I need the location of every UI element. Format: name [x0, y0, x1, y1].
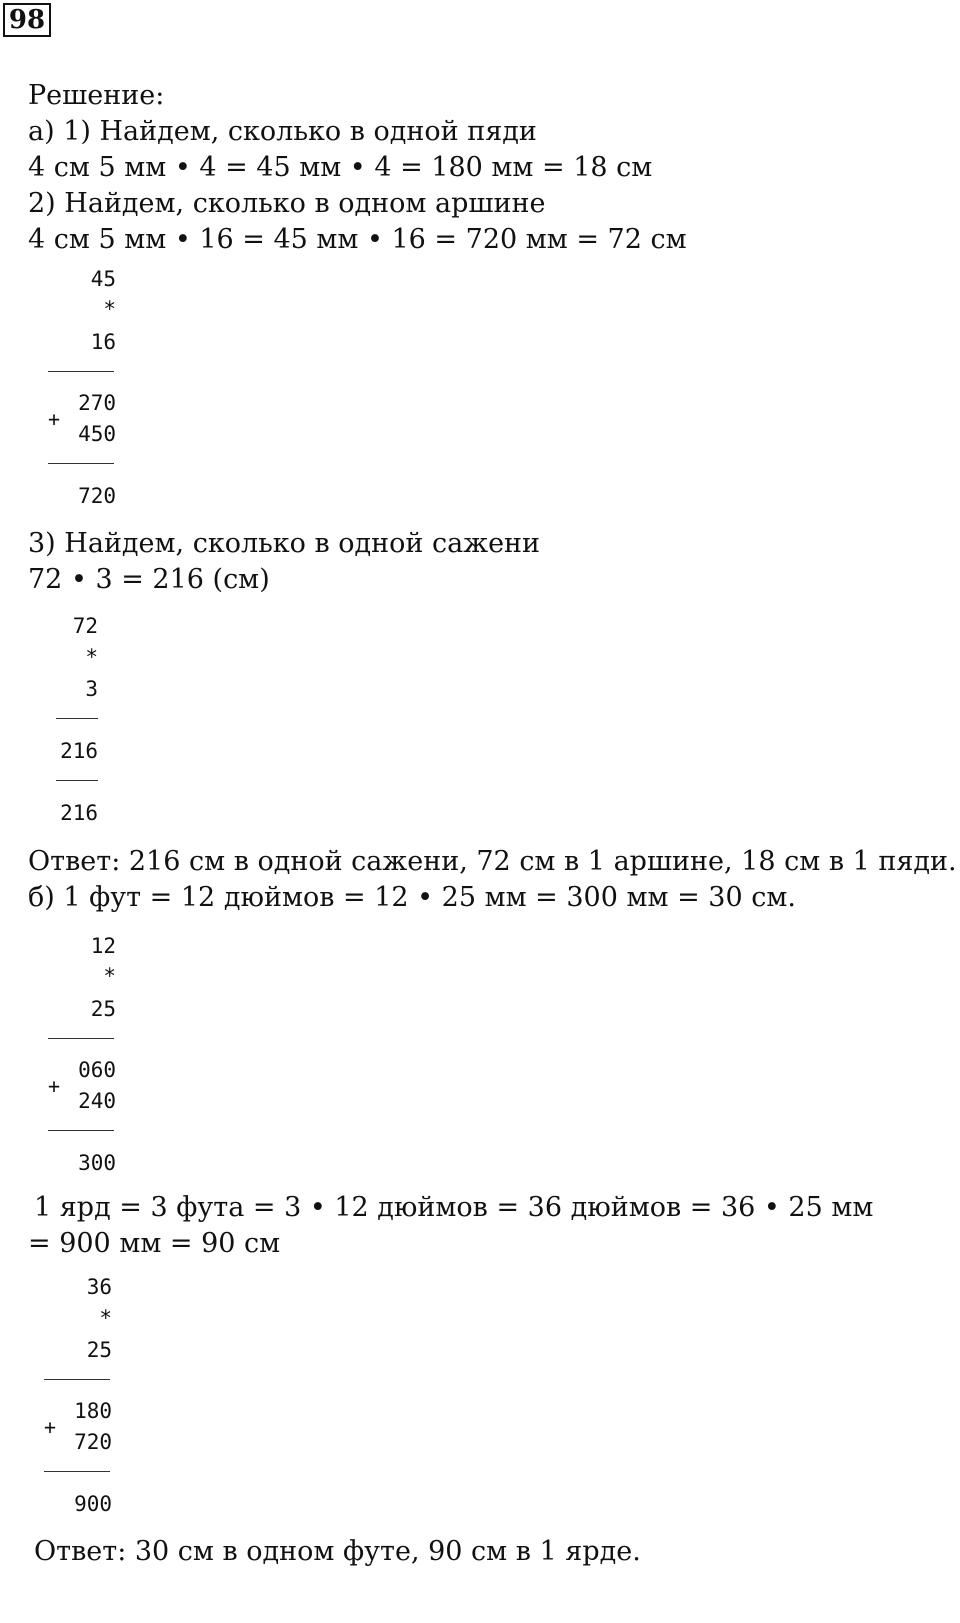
multiply-sign: *: [99, 1306, 112, 1330]
part-b-foot: б) 1 фут = 12 дюймов = 12 • 25 мм = 300 мм = 30 см.: [28, 882, 796, 913]
divider: [48, 1038, 114, 1039]
partial-product: 216: [60, 739, 98, 763]
partial-product-2: 450: [78, 422, 116, 446]
divider: [56, 718, 98, 719]
plus-sign: +: [48, 407, 61, 431]
step-a2-heading: 2) Найдем, сколько в одном аршине: [28, 188, 546, 219]
step-a1-calculation: 4 см 5 мм • 4 = 45 мм • 4 = 180 мм = 18 см: [28, 152, 653, 183]
multiplier: 25: [86, 1338, 112, 1362]
plus-sign: +: [48, 1074, 61, 1098]
partial-product-1: 060: [78, 1058, 116, 1082]
answer-a: Ответ: 216 см в одной сажени, 72 см в 1 аршине, 18 см в 1 пяди.: [28, 846, 957, 877]
divider: [44, 1471, 110, 1472]
step-a2-calculation: 4 см 5 мм • 16 = 45 мм • 16 = 720 мм = 72 см: [28, 224, 687, 255]
multiplicand: 12: [90, 934, 116, 958]
product: 216: [60, 801, 98, 825]
multiplicand: 36: [86, 1275, 112, 1299]
part-b-yard-line2: = 900 мм = 90 см: [28, 1228, 281, 1259]
divider: [56, 780, 98, 781]
multiplicand: 45: [90, 267, 116, 291]
partial-product-1: 180: [74, 1399, 112, 1423]
multiply-sign: *: [85, 645, 98, 669]
answer-b: Ответ: 30 см в одном футе, 90 см в 1 ярде.: [34, 1536, 641, 1567]
multiply-sign: *: [103, 297, 116, 321]
step-a3-calculation: 72 • 3 = 216 (см): [28, 564, 270, 595]
multiplier: 3: [85, 677, 98, 701]
partial-product-2: 720: [74, 1430, 112, 1454]
product: 720: [78, 484, 116, 508]
divider: [44, 1379, 110, 1380]
problem-number: 98: [3, 3, 51, 37]
divider: [48, 463, 114, 464]
product: 900: [74, 1492, 112, 1516]
partial-product-2: 240: [78, 1089, 116, 1113]
multiplicand: 72: [72, 614, 98, 638]
step-a1-heading: а) 1) Найдем, сколько в одной пяди: [28, 116, 537, 147]
multiplier: 16: [90, 330, 116, 354]
partial-product-1: 270: [78, 391, 116, 415]
divider: [48, 1130, 114, 1131]
step-a3-heading: 3) Найдем, сколько в одной сажени: [28, 528, 541, 559]
multiplier: 25: [90, 997, 116, 1021]
plus-sign: +: [44, 1415, 57, 1439]
part-b-yard-line1: 1 ярд = 3 фута = 3 • 12 дюймов = 36 дюймов = 36 • 25 мм: [34, 1192, 874, 1223]
divider: [48, 371, 114, 372]
product: 300: [78, 1151, 116, 1175]
solution-label: Решение:: [28, 80, 165, 111]
multiply-sign: *: [103, 964, 116, 988]
